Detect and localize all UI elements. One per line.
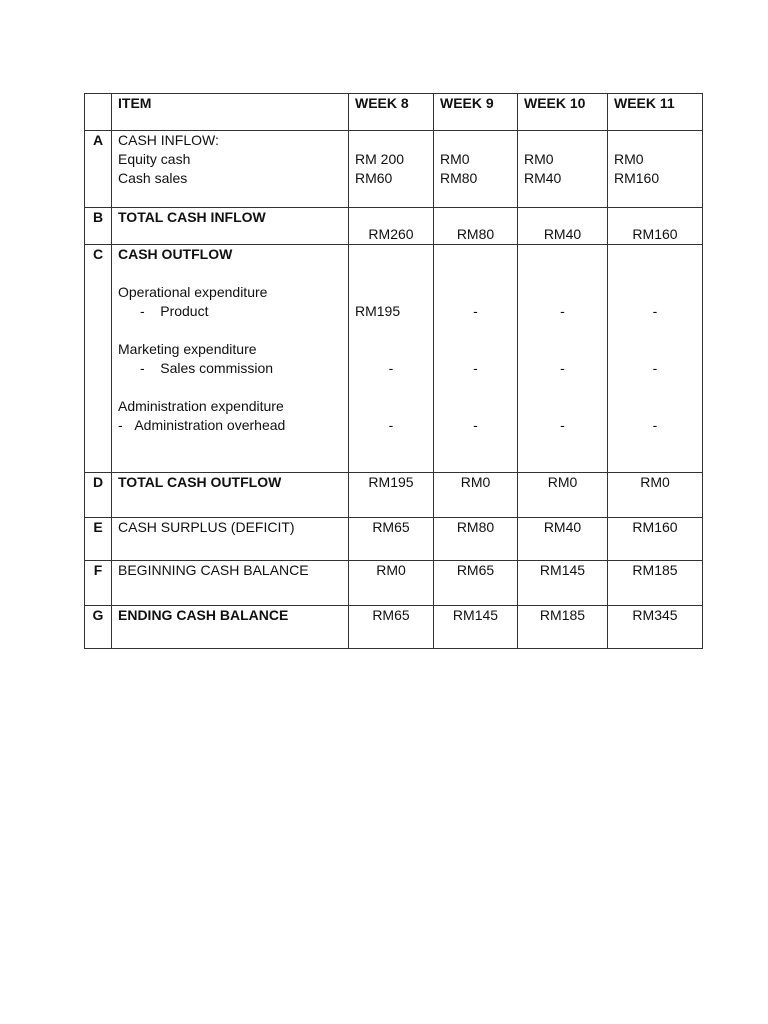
table-row-g (85, 606, 703, 649)
table-row-d (85, 473, 703, 518)
bullet-dash: - (118, 417, 123, 433)
cell-value: - (560, 417, 565, 433)
bullet-dash: - (140, 360, 145, 376)
row-g-week-10: RM185 (518, 606, 608, 649)
row-g-week-11: RM345 (608, 606, 703, 649)
cell-value: - (473, 417, 478, 433)
row-e-week-8: RM65 (349, 518, 434, 561)
row-d-week-10: RM0 (518, 473, 608, 518)
row-d-title: TOTAL CASH OUTFLOW (112, 473, 349, 518)
table-row-c (85, 245, 703, 473)
table-row-a (85, 131, 703, 208)
cell-value: RM 200 (355, 151, 405, 167)
row-g-week-8: RM65 (349, 606, 434, 649)
cell-value: - (388, 360, 394, 376)
row-c-group-3-heading: Administration expenditure (118, 398, 284, 414)
cell-value: RM0 (614, 151, 644, 167)
row-a-week-9 (434, 131, 518, 208)
row-f-title: BEGINNING CASH BALANCE (112, 561, 349, 606)
row-letter: A (85, 131, 112, 208)
cell-value: RM195 (355, 303, 401, 319)
row-b-title: TOTAL CASH INFLOW (112, 208, 349, 245)
cell-value: RM0 (440, 151, 470, 167)
row-d-week-8: RM195 (349, 473, 434, 518)
row-letter: C (85, 245, 112, 473)
row-d-week-11: RM0 (608, 473, 703, 518)
row-e-week-9: RM80 (434, 518, 518, 561)
row-f-week-11: RM185 (608, 561, 703, 606)
cell-value: - (473, 303, 478, 319)
row-c-group-2-sub (118, 359, 342, 378)
row-c-group-2-heading: Marketing expenditure (118, 341, 257, 357)
row-g-week-9: RM145 (434, 606, 518, 649)
row-letter: D (85, 473, 112, 518)
cell-value: RM0 (524, 151, 554, 167)
row-b-week-9: RM80 (434, 208, 518, 245)
cell-value: - (652, 303, 658, 319)
row-f-week-10: RM145 (518, 561, 608, 606)
table-row-b (85, 208, 703, 245)
header-item: ITEM (112, 94, 349, 131)
header-week-8: WEEK 8 (349, 94, 434, 131)
row-c-week-10 (518, 245, 608, 473)
row-f-week-8: RM0 (349, 561, 434, 606)
row-e-week-10: RM40 (518, 518, 608, 561)
row-letter: G (85, 606, 112, 649)
row-letter: F (85, 561, 112, 606)
row-letter: B (85, 208, 112, 245)
header-week-9: WEEK 9 (434, 94, 518, 131)
cell-value: - (652, 360, 658, 376)
cell-value: RM160 (614, 170, 660, 186)
row-a-week-8 (349, 131, 434, 208)
row-a-line-2-label: Cash sales (118, 170, 188, 186)
sub-label: Administration overhead (134, 417, 286, 433)
row-c-group-3-sub (118, 416, 342, 435)
sub-label: Product (160, 303, 209, 319)
row-d-week-9: RM0 (434, 473, 518, 518)
row-letter: E (85, 518, 112, 561)
cell-value: RM80 (440, 170, 478, 186)
table-row-e (85, 518, 703, 561)
row-b-week-10: RM40 (518, 208, 608, 245)
row-c-week-11 (608, 245, 703, 473)
cell-value: - (560, 360, 565, 376)
row-a-title: CASH INFLOW: (118, 132, 219, 148)
cell-value: RM60 (355, 170, 393, 186)
bullet-dash: - (140, 303, 145, 319)
cell-value: - (652, 417, 658, 433)
row-c-item (112, 245, 349, 473)
row-a-week-11 (608, 131, 703, 208)
row-a-week-10 (518, 131, 608, 208)
row-b-week-8: RM260 (349, 208, 434, 245)
row-c-group-1-heading: Operational expenditure (118, 284, 268, 300)
header-row (85, 94, 703, 131)
row-b-week-11: RM160 (608, 208, 703, 245)
sub-label: Sales commission (160, 360, 274, 376)
row-c-week-9 (434, 245, 518, 473)
cell-value: - (560, 303, 565, 319)
cell-value: - (473, 360, 478, 376)
row-a-line-1-label: Equity cash (118, 151, 191, 167)
header-letter-cell (85, 94, 112, 131)
row-c-group-1-sub (118, 302, 342, 321)
header-week-11: WEEK 11 (608, 94, 703, 131)
row-a-item (112, 131, 349, 208)
row-c-title: CASH OUTFLOW (118, 246, 233, 262)
table-row-f (85, 561, 703, 606)
header-week-10: WEEK 10 (518, 94, 608, 131)
row-c-week-8 (349, 245, 434, 473)
row-e-title: CASH SURPLUS (DEFICIT) (112, 518, 349, 561)
cell-value: RM40 (524, 170, 562, 186)
row-e-week-11: RM160 (608, 518, 703, 561)
cash-flow-table (84, 93, 703, 649)
row-f-week-9: RM65 (434, 561, 518, 606)
row-g-title: ENDING CASH BALANCE (112, 606, 349, 649)
cell-value: - (388, 417, 394, 433)
